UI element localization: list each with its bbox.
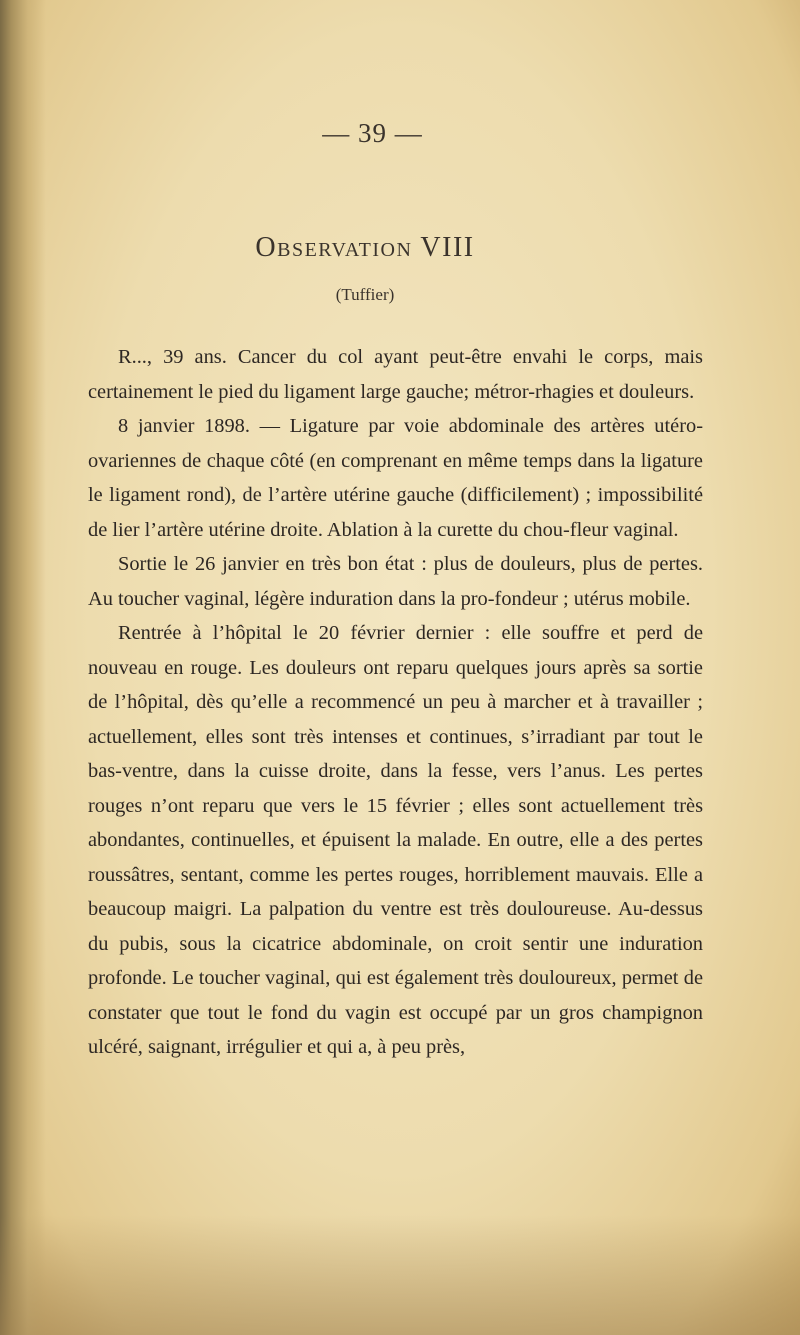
section-title: Observation VIII (255, 232, 475, 263)
paragraph-2: 8 janvier 1898. — Ligature par voie abdominale des artères utéro-ovariennes de chaque côté (en comprenant en même temps dans la ligature le ligament rond), de l’artère utérine gauche (difficilement) ; impossibilité de lier l’artère utérine droite. Ablation à la curette du chou-fleur vaginal. (88, 415, 703, 541)
page-number: — 39 — (322, 118, 423, 148)
page-binding-shadow (0, 0, 46, 1335)
paragraph-3: Sortie le 26 janvier en très bon état : plus de douleurs, plus de pertes. Au toucher vaginal, légère induration dans la pro-fondeur ; utérus mobile. (88, 553, 703, 610)
body-text (88, 340, 703, 1065)
section-author: (Tuffier) (335, 285, 395, 304)
paragraph-4: Rentrée à l’hôpital le 20 février dernier : elle souffre et perd de nouveau en rouge. Les douleurs ont reparu quelques jours après sa sortie de l’hôpital, dès qu’elle a recommencé un peu à marcher et à travailler ; actuellement, elles sont très intenses et continues, s’irradiant par tout le bas-ventre, dans la cuisse droite, dans la fesse, vers l’anus. Les pertes rouges n’ont reparu que vers le 15 février ; elles sont actuellement très abondantes, continuelles, et épuisent la malade. En outre, elle a des pertes roussâtres, sentant, comme les pertes rouges, horriblement mauvais. Elle a beaucoup maigri. La palpation du ventre est très douloureuse. Au-dessus du pubis, sous la cicatrice abdominale, on croit sentir une induration profonde. Le toucher vaginal, qui est également très douloureux, permet de constater que tout le fond du vagin est occupé par un gros champignon ulcéré, saignant, irrégulier et qui a, à peu près, (88, 622, 703, 1058)
page-bottom-shadow (0, 1215, 800, 1335)
paragraph-1: R..., 39 ans. Cancer du col ayant peut-être envahi le corps, mais certainement le pied du ligament large gauche; métror-rhagies et douleurs. (88, 346, 703, 403)
